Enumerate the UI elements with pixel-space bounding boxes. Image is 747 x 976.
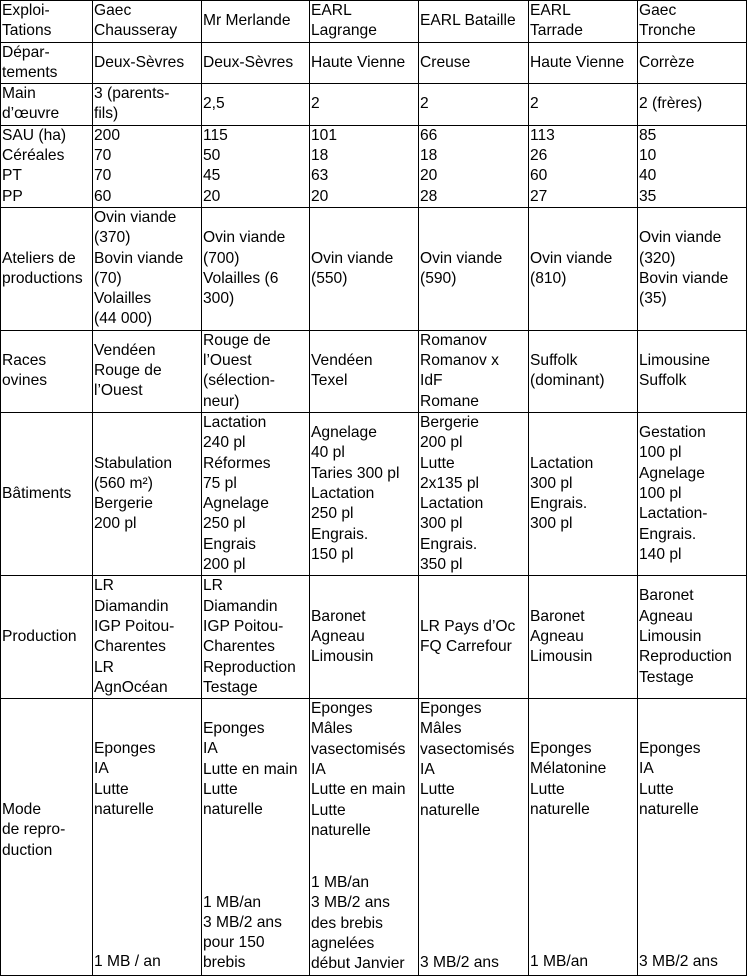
data-cell — [529, 42, 638, 84]
data-cell — [310, 699, 419, 976]
cell-line: IGP Poitou- — [203, 617, 284, 635]
cell-line: IA — [94, 760, 109, 778]
row-departements — [1, 42, 747, 84]
cell-line: LR — [203, 577, 223, 595]
cell-line: Production — [2, 628, 77, 646]
cell-line: Romanov — [420, 331, 487, 349]
cell-line: Dépar- — [2, 43, 50, 61]
cell-line: Engrais. — [420, 535, 478, 553]
cell-line: Tations — [2, 22, 52, 40]
cell-line: Vendéen — [311, 352, 373, 370]
row-label-cell — [1, 412, 93, 575]
cell-line: PT — [2, 167, 22, 185]
cell-line: Suffolk — [530, 352, 578, 370]
cell-line: (590) — [420, 269, 457, 287]
row-label-cell — [1, 207, 93, 330]
cell-line: Bergerie — [420, 413, 479, 431]
data-cell — [638, 84, 747, 126]
data-cell — [529, 699, 638, 976]
row-label-cell — [1, 84, 93, 126]
data-cell — [419, 412, 529, 575]
cell-line: Vendéen — [94, 341, 156, 359]
cell-line: 66 — [420, 126, 438, 144]
cell-line: Testage — [639, 668, 694, 686]
row-batiments — [1, 412, 747, 575]
cell-line: 200 pl — [203, 556, 246, 574]
cell-line: neur) — [203, 392, 240, 410]
cell-line: Tronche — [639, 22, 696, 40]
cell-line: Agneau — [530, 628, 584, 646]
cell-line: 250 pl — [311, 505, 354, 523]
cell-line: Tarrade — [530, 22, 583, 40]
cell-line: Agneau — [639, 607, 693, 625]
cell-line: Lutte — [311, 801, 346, 819]
cell-line: productions — [2, 269, 83, 287]
cell-line: naturelle — [639, 800, 699, 818]
cell-line: IdF — [420, 372, 443, 390]
cell-line: 3 (parents- — [94, 85, 170, 103]
cell-line: (320) — [639, 249, 676, 267]
cell-line: (70) — [94, 269, 122, 287]
data-cell — [638, 576, 747, 699]
cell-line: 350 pl — [420, 556, 463, 574]
data-cell — [93, 330, 202, 412]
cell-line: duction — [2, 841, 53, 859]
data-cell — [419, 699, 529, 976]
data-cell — [202, 412, 310, 575]
data-cell — [638, 699, 747, 976]
cell-line: Agneau — [311, 628, 365, 646]
cell-line: Testage — [203, 678, 258, 696]
data-cell — [310, 84, 419, 126]
data-cell — [638, 207, 747, 330]
cell-line: (700) — [203, 249, 240, 267]
farm-name-cell — [638, 1, 747, 43]
cell-line: vasectomisés — [311, 740, 406, 758]
cell-line: Exploi- — [2, 2, 50, 19]
cell-line: PP — [2, 187, 23, 205]
cell-line: (44 000) — [94, 310, 153, 328]
cell-line: Charentes — [203, 638, 275, 656]
cell-line: Baronet — [311, 607, 366, 625]
cell-line: 2 — [311, 95, 320, 113]
cell-line: Ovin viande — [203, 229, 286, 247]
cell-line: 18 — [311, 147, 329, 165]
cell-line: 1 MB/an — [203, 893, 262, 911]
data-cell — [93, 699, 202, 976]
cell-line: 2 — [530, 95, 539, 113]
farm-name-cell — [202, 1, 310, 43]
cell-line: 3 MB/2 ans — [420, 953, 499, 971]
cell-line: Lactation — [203, 413, 267, 431]
data-cell — [310, 412, 419, 575]
farm-name-cell — [529, 1, 638, 43]
cell-line: Limousine — [639, 352, 711, 370]
data-cell — [310, 576, 419, 699]
data-cell — [202, 576, 310, 699]
data-cell — [638, 42, 747, 84]
cell-line: Eponges — [311, 700, 373, 718]
data-cell — [419, 207, 529, 330]
cell-line: 150 pl — [311, 545, 354, 563]
cell-line: Lactation — [420, 495, 484, 513]
cell-line: naturelle — [311, 821, 371, 839]
cell-line: 75 pl — [203, 474, 237, 492]
cell-line: Bâtiments — [2, 484, 72, 502]
cell-line: 140 pl — [639, 545, 682, 563]
cell-line: l’Ouest — [94, 382, 143, 400]
cell-line: Lutte en main — [311, 781, 406, 799]
cell-line: Bovin viande — [639, 269, 729, 287]
cell-line: IGP Poitou- — [94, 617, 175, 635]
cell-line: Bergerie — [94, 495, 153, 513]
cell-line: d’œuvre — [2, 105, 60, 123]
cell-line: tements — [2, 63, 58, 81]
cell-line: 113 — [530, 126, 555, 144]
cell-line: 35 — [639, 187, 657, 205]
data-cell — [93, 412, 202, 575]
cell-line: 27 — [530, 187, 548, 205]
row-label-cell — [1, 576, 93, 699]
cell-line: Lutte — [639, 780, 674, 798]
cell-line: 2 — [420, 95, 429, 113]
cell-line: EARL Bataille — [420, 12, 516, 30]
cell-line: Lactation — [311, 484, 375, 502]
header-row — [1, 1, 747, 43]
cell-line: Volailles (6 — [203, 269, 279, 287]
cell-line: Mâles — [420, 720, 462, 738]
cell-line: Creuse — [420, 53, 471, 71]
cell-line: 240 pl — [203, 434, 246, 452]
data-cell — [419, 42, 529, 84]
cell-line: Engrais. — [530, 495, 588, 513]
cell-line: Haute Vienne — [530, 53, 625, 71]
cell-line: Rouge de — [203, 331, 271, 349]
cell-line: Mélatonine — [530, 760, 607, 778]
cell-line: Haute Vienne — [311, 53, 406, 71]
cell-line: Stabulation — [94, 454, 173, 472]
data-cell — [202, 207, 310, 330]
row-races — [1, 330, 747, 412]
cell-line: 28 — [420, 187, 438, 205]
data-cell — [529, 412, 638, 575]
cell-line: 2 (frères) — [639, 95, 703, 113]
cell-line: IA — [639, 760, 654, 778]
cell-line: Engrais — [203, 535, 256, 553]
cell-line: 20 — [203, 187, 221, 205]
data-cell — [419, 330, 529, 412]
data-cell — [638, 330, 747, 412]
cell-line: IA — [203, 740, 218, 758]
cell-line: IA — [420, 760, 435, 778]
cell-line: début Janvier — [311, 955, 405, 973]
cell-line: Engrais. — [311, 525, 369, 543]
cell-line: Baronet — [639, 587, 694, 605]
cell-line: Eponges — [639, 740, 701, 758]
data-cell — [419, 84, 529, 126]
cell-line: Agnelage — [311, 424, 377, 442]
cell-line: brebis — [203, 954, 246, 972]
cell-line: 200 pl — [420, 434, 463, 452]
cell-line: ovines — [2, 372, 48, 390]
cell-line: (550) — [311, 269, 348, 287]
cell-line: 300 pl — [530, 515, 573, 533]
cell-line: Texel — [311, 372, 348, 390]
cell-line: Volailles — [94, 290, 152, 308]
cell-line: (370) — [94, 229, 131, 247]
row-surfaces — [1, 125, 747, 207]
cell-line: 50 — [203, 147, 221, 165]
data-cell — [310, 125, 419, 207]
row-reproduction — [1, 699, 747, 976]
cell-line: (dominant) — [530, 372, 605, 390]
row-production — [1, 576, 747, 699]
data-cell — [310, 42, 419, 84]
data-cell — [419, 576, 529, 699]
cell-line: 40 pl — [311, 444, 345, 462]
cell-line: 100 pl — [639, 444, 682, 462]
cell-line: (810) — [530, 269, 567, 287]
cell-line: Lutte — [420, 454, 455, 472]
cell-line: Romane — [420, 392, 479, 410]
cell-line: Limousin — [530, 648, 593, 666]
cell-line: Ovin viande — [530, 249, 613, 267]
cell-line: 70 — [94, 147, 112, 165]
cell-line: 300 pl — [420, 515, 463, 533]
data-cell — [310, 330, 419, 412]
cell-line: pour 150 — [203, 934, 265, 952]
data-cell — [638, 125, 747, 207]
cell-line: Limousin — [311, 648, 374, 666]
cell-line: 3 MB/2 ans — [203, 913, 282, 931]
row-label-cell — [1, 42, 93, 84]
cell-line: Baronet — [530, 607, 585, 625]
cell-line: SAU (ha) — [2, 126, 67, 144]
data-cell — [310, 207, 419, 330]
cell-line: 18 — [420, 147, 438, 165]
data-cell — [529, 330, 638, 412]
cell-line: 3 MB/2 ans — [311, 894, 390, 912]
cell-line: naturelle — [94, 800, 154, 818]
cell-line: Bovin viande — [94, 249, 184, 267]
data-cell — [419, 125, 529, 207]
cell-line: naturelle — [530, 800, 590, 818]
cell-line: Ovin viande — [311, 249, 394, 267]
cell-line: 100 pl — [639, 484, 682, 502]
cell-line: Lutte — [94, 780, 129, 798]
cell-line: Taries 300 pl — [311, 464, 400, 482]
cell-line: Diamandin — [203, 597, 278, 615]
data-cell — [529, 207, 638, 330]
cell-line: Gaec — [94, 2, 132, 19]
cell-line: EARL — [311, 2, 352, 19]
cell-line: Mâles — [311, 720, 353, 738]
cell-line: 1 MB/an — [530, 953, 589, 971]
cell-line: Lactation — [530, 454, 594, 472]
row-label-cell — [1, 330, 93, 412]
cell-line: de repro- — [2, 821, 66, 839]
cell-line: 60 — [94, 187, 112, 205]
cell-line: 60 — [530, 167, 548, 185]
cell-line: Lactation- — [639, 505, 708, 523]
data-cell — [529, 125, 638, 207]
cell-line: Réformes — [203, 454, 271, 472]
cell-line: Gestation — [639, 424, 706, 442]
cell-line: Rouge de — [94, 362, 162, 380]
cell-line: 63 — [311, 167, 329, 185]
cell-line: 20 — [420, 167, 438, 185]
data-cell — [93, 576, 202, 699]
cell-line: Ateliers de — [2, 249, 76, 267]
cell-line: 1 MB / an — [94, 953, 161, 971]
cell-line: IA — [311, 760, 326, 778]
cell-line: Romanov x — [420, 352, 499, 370]
cell-line: Eponges — [420, 700, 482, 718]
data-cell — [529, 84, 638, 126]
cell-line: (560 m²) — [94, 474, 153, 492]
cell-line: naturelle — [203, 801, 263, 819]
cell-line: Reproduction — [639, 648, 732, 666]
cell-line: Main — [2, 85, 36, 103]
cell-line: 70 — [94, 167, 112, 185]
cell-line: Deux-Sèvres — [94, 53, 185, 71]
row-ateliers — [1, 207, 747, 330]
cell-line: Agnelage — [639, 464, 705, 482]
cell-line: 20 — [311, 187, 329, 205]
cell-line: vasectomisés — [420, 740, 515, 758]
data-cell — [202, 84, 310, 126]
data-cell — [529, 576, 638, 699]
cell-line: fils) — [94, 105, 119, 123]
cell-line: LR Pays d’Oc — [420, 617, 516, 635]
cell-line: Gaec — [639, 2, 677, 19]
cell-line: FQ Carrefour — [420, 638, 512, 656]
row-label-cell — [1, 125, 93, 207]
data-cell — [638, 412, 747, 575]
cell-line: EARL — [530, 2, 571, 19]
cell-line: Céréales — [2, 147, 65, 165]
cell-line: 300 pl — [530, 474, 573, 492]
cell-line: 2,5 — [203, 95, 225, 113]
cell-line: Lutte — [420, 781, 455, 799]
cell-line: 85 — [639, 126, 657, 144]
cell-line: 115 — [203, 126, 228, 144]
cell-line: Charentes — [94, 638, 166, 656]
data-cell — [93, 207, 202, 330]
cell-line: 45 — [203, 167, 221, 185]
data-cell — [93, 84, 202, 126]
cell-line: 200 pl — [94, 515, 137, 533]
cell-line: 10 — [639, 147, 657, 165]
cell-line: Ovin viande — [639, 229, 722, 247]
row-main-oeuvre — [1, 84, 747, 126]
data-cell — [93, 125, 202, 207]
cell-line: (sélection- — [203, 372, 275, 390]
cell-line: Races — [2, 352, 47, 370]
cell-line: Reproduction — [203, 658, 296, 676]
cell-line: 250 pl — [203, 515, 246, 533]
cell-line: Agnelage — [203, 495, 269, 513]
cell-line: Corrèze — [639, 53, 695, 71]
cell-line: Eponges — [530, 740, 592, 758]
cell-line: 2x135 pl — [420, 474, 479, 492]
farm-name-cell — [419, 1, 529, 43]
data-cell — [202, 699, 310, 976]
data-cell — [202, 42, 310, 84]
cell-line: 26 — [530, 147, 548, 165]
cell-line: AgnOcéan — [94, 678, 168, 696]
data-cell — [202, 125, 310, 207]
cell-line: Mr Merlande — [203, 12, 291, 30]
cell-line: Chausseray — [94, 22, 178, 40]
cell-line: agnelées — [311, 935, 375, 953]
cell-line: Limousin — [639, 628, 702, 646]
cell-line: Eponges — [203, 720, 265, 738]
cell-line: Diamandin — [94, 597, 169, 615]
cell-line: Lutte — [530, 780, 565, 798]
cell-line: LR — [94, 658, 114, 676]
cell-line: 101 — [311, 126, 338, 144]
cell-line: Lutte en main — [203, 760, 298, 778]
cell-line: Engrais. — [639, 525, 697, 543]
row-label-cell — [1, 699, 93, 976]
cell-line: Lutte — [203, 780, 238, 798]
farm-name-cell — [310, 1, 419, 43]
cell-line: Suffolk — [639, 372, 687, 390]
cell-line: 1 MB/an — [311, 874, 370, 892]
data-cell — [93, 42, 202, 84]
cell-line: Lagrange — [311, 22, 377, 40]
farm-name-cell — [93, 1, 202, 43]
cell-line: l’Ouest — [203, 352, 252, 370]
cell-line: des brebis — [311, 914, 383, 932]
cell-line: Mode — [2, 801, 42, 819]
header-label-cell — [1, 1, 93, 43]
cell-line: 200 — [94, 126, 121, 144]
data-cell — [202, 330, 310, 412]
cell-line: Ovin viande — [420, 249, 503, 267]
cell-line: Eponges — [94, 740, 156, 758]
cell-line: naturelle — [420, 801, 480, 819]
cell-line: Deux-Sèvres — [203, 53, 294, 71]
cell-line: Ovin viande — [94, 208, 177, 226]
cell-line: 3 MB/2 ans — [639, 953, 718, 971]
cell-line: 300) — [203, 290, 235, 308]
cell-line: 40 — [639, 167, 657, 185]
cell-line: LR — [94, 577, 114, 595]
cell-line: (35) — [639, 290, 667, 308]
